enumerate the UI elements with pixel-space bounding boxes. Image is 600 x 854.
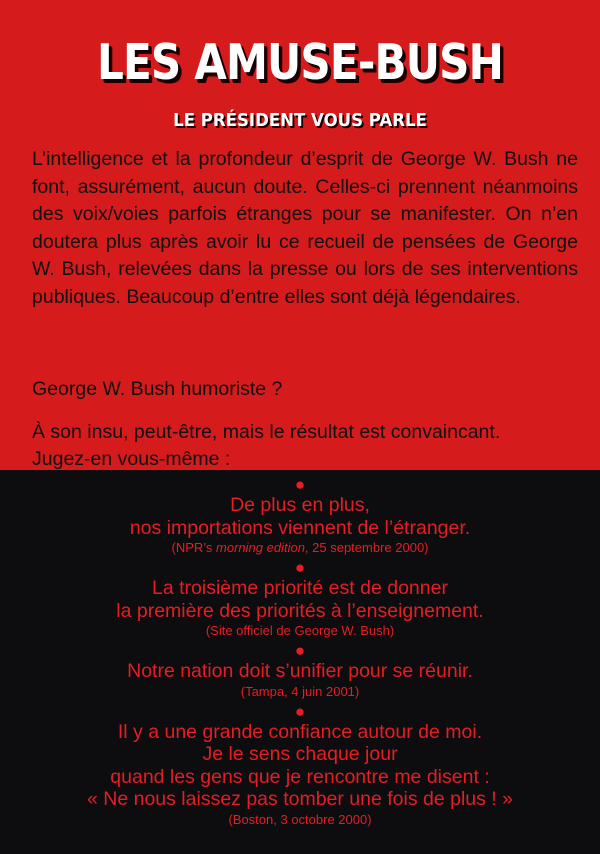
conclusion-line-1: À son insu, peut-être, mais le résultat est convaincant. [32,421,501,443]
quote-line: Notre nation doit s’unifier pour se réunir. [127,660,473,682]
conclusion-line-2: Jugez-en vous-même : [32,448,231,470]
quote-line: « Ne nous laissez pas tomber une fois de plus ! » [87,788,513,810]
book-title: LES AMUSE-BUSH [97,34,503,91]
quote-block [0,703,600,829]
quote-source: (Tampa, 4 juin 2001) [240,683,360,699]
quote-line: De plus en plus, [230,494,370,516]
book-subtitle: LE PRÉSIDENT VOUS PARLE [173,110,427,131]
intro-paragraph: L’intelligence et la profondeur d’esprit de George W. Bush ne font, assurément, aucun doute. Celles-ci prennent néanmoins des voix/voies parfois étranges pour se manifester. On n’en doutera plus après avoir lu ce recueil de pensées de George W. Bush, relevées dans la presse ou lors de ses interventions publiques. Beaucoup d’entre elles sont déjà légendaires. [32,148,578,308]
quote-source-suffix: , 25 septembre 2000) [304,540,429,555]
quote-source-italic: morning edition [216,540,305,555]
quote-source [0,539,600,557]
quote-source: (Boston, 3 octobre 2000) [228,811,372,827]
quote-line: La troisième priorité est de donner [152,577,448,599]
quote-block [0,642,600,701]
quote-source-prefix: (NPR’s [171,540,217,555]
quote-block [0,476,600,557]
bullet-icon: ● [294,701,306,721]
quotes-section [0,476,600,831]
bullet-icon: ● [294,475,306,494]
quote-line: Il y a une grande confiance autour de moi. [117,720,483,743]
bullet-icon: ● [294,641,306,660]
quote-line: Je le sens chaque jour [202,743,398,765]
quote-line: la première des priorités à l’enseignement. [116,599,484,622]
quote-line: quand les gens que je rencontre me disent : [110,765,490,788]
quote-block [0,559,600,640]
bullet-icon: ● [294,558,306,577]
question-line: George W. Bush humoriste ? [32,378,283,400]
quote-line: nos importations viennent de l’étranger. [129,516,471,539]
quote-source: (Site officiel de George W. Bush) [205,623,395,638]
